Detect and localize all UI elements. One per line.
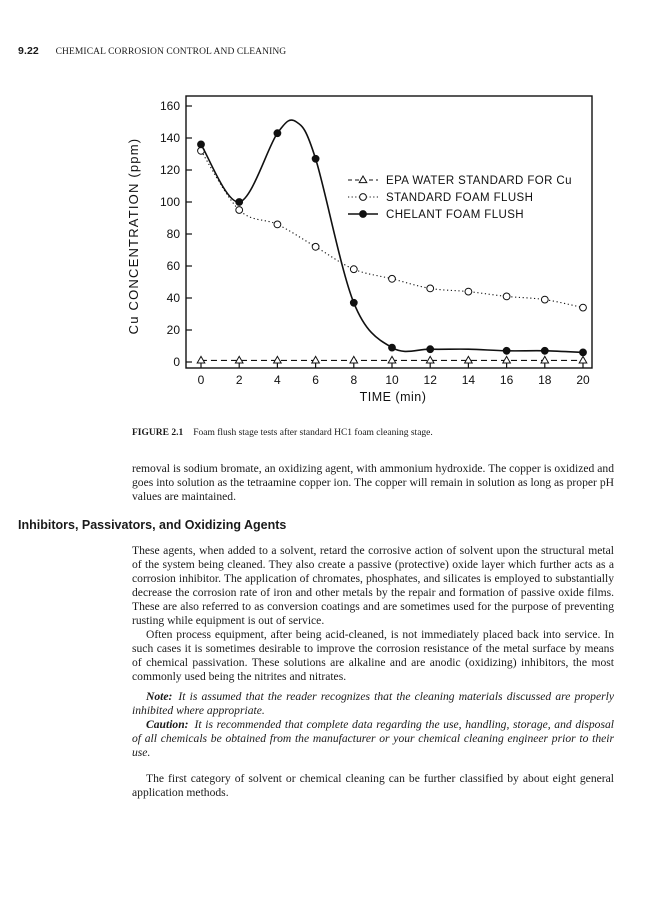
running-title: CHEMICAL CORROSION CONTROL AND CLEANING [55,47,287,57]
data-point [274,221,281,228]
data-point [236,199,243,206]
x-tick-label: 6 [312,373,319,387]
data-point [198,141,205,148]
running-head [18,45,286,57]
data-point [388,356,396,363]
data-point [503,347,510,354]
data-point [350,299,357,306]
series-epa-water-standard-for-cu [197,356,587,363]
caution-paragraph [132,718,614,760]
legend-marker [360,211,367,218]
legend-label: EPA WATER STANDARD FOR Cu [386,175,572,187]
legend-entry [348,175,572,187]
caution-label: Caution: [146,718,189,731]
x-axis-label: TIME (min) [359,390,427,404]
paragraph-3-text: Often process equipment, after being acid-cleaned, is not immediately placed back into service. In such cases it is sometimes desirable to improve the corrosion resistance of the metal surface by means of chemical passivation. These solutions are alkaline and are anodic (oxidizing) inhibitors, the most commonly used being the nitrites and nitrates. [132,628,614,683]
x-tick-label: 4 [274,373,281,387]
data-point [274,356,282,363]
x-tick-label: 16 [499,373,514,387]
paragraph-4 [132,772,614,800]
paragraph-2-text: These agents, when added to a solvent, retard the corrosive action of solvent upon the structural metal of the system being cleaned. They also create a passive (protective) oxide layer which further acts as a corrosion inhibitor. The application of chromates, phosphates, and silicates is employed to substantially decrease the corrosion rate of iron and other metals by the repair and formation of passive oxide films. These are also referred to as conversion coatings and are sometimes used for the purpose of preventing rusting while equipment is out of service. [132,544,614,627]
data-point [274,130,281,137]
caution-text: It is recommended that complete data regarding the use, handling, storage, and disposal of all chemicals be obtained from the manufacturer or your chemical cleaning engineer prior to their use. [132,718,614,759]
paragraph-4-text: The first category of solvent or chemical cleaning can be further classified by about eight general application methods. [132,772,614,799]
x-tick-label: 8 [350,373,358,387]
legend-label: STANDARD FOAM FLUSH [386,192,534,204]
y-tick-label: 0 [173,355,180,369]
y-tick-label: 60 [166,259,180,273]
x-tick-label: 20 [576,373,590,387]
x-tick-label: 0 [197,373,205,387]
plot-frame [186,96,592,368]
x-tick-label: 12 [423,373,437,387]
note-text: It is assumed that the reader recognizes that the cleaning materials discussed are properly inhibited where appropriate. [132,690,614,717]
data-point [312,243,319,250]
data-point [465,356,473,363]
x-tick-label: 18 [538,373,552,387]
series-standard-foam-flush [198,147,587,311]
data-point [503,356,511,363]
x-tick-label: 2 [235,373,243,387]
data-point [503,293,510,300]
data-point [579,356,587,363]
data-point [312,356,320,363]
data-point [389,275,396,282]
data-point [197,356,205,363]
y-tick-label: 40 [166,291,180,305]
chart-axes [126,96,592,404]
data-point [580,304,587,311]
data-point [389,344,396,351]
y-tick-label: 140 [159,131,180,145]
data-point [427,285,434,292]
chart-series [197,120,587,363]
data-point [236,207,243,214]
section-body [132,544,614,684]
note-label: Note: [146,690,173,703]
paragraph-1 [132,462,614,504]
page-number: 9.22 [18,45,39,57]
data-point [427,346,434,353]
x-tick-label: 14 [461,373,476,387]
x-tick-label: 10 [385,373,399,387]
data-point [312,155,319,162]
data-point [235,356,243,363]
data-point [541,356,549,363]
data-point [580,349,587,356]
y-tick-label: 80 [166,227,180,241]
legend-marker [359,176,367,183]
y-axis-label: Cu CONCENTRATION (ppm) [126,137,141,335]
data-point [465,288,472,295]
series-chelant-foam-flush [198,120,587,356]
notes-block [132,690,614,760]
data-point [350,356,358,363]
figure-caption-text: Foam flush stage tests after standard HC1 foam cleaning stage. [193,428,433,438]
y-tick-label: 120 [159,163,180,177]
figure-caption [132,428,433,438]
y-tick-label: 20 [166,323,180,337]
chart-legend [348,175,572,221]
section-heading: Inhibitors, Passivators, and Oxidizing Agents [18,518,287,532]
y-tick-label: 100 [159,195,180,209]
data-point [350,266,357,273]
data-point [541,296,548,303]
foam-flush-chart [110,80,610,420]
legend-entry [348,209,524,221]
paragraph-1-text: removal is sodium bromate, an oxidizing agent, with ammonium hydroxide. The copper is oxidized and goes into solution as the tetraamine copper ion. The copper will remain in solution as long as proper pH values are maintained. [132,462,614,503]
series-line [201,120,583,352]
data-point [426,356,434,363]
figure-label: FIGURE 2.1 [132,428,184,438]
legend-label: CHELANT FOAM FLUSH [386,209,524,221]
note-paragraph [132,690,614,718]
legend-marker [360,194,367,201]
legend-entry [348,192,533,204]
y-tick-label: 160 [159,99,180,113]
data-point [541,347,548,354]
